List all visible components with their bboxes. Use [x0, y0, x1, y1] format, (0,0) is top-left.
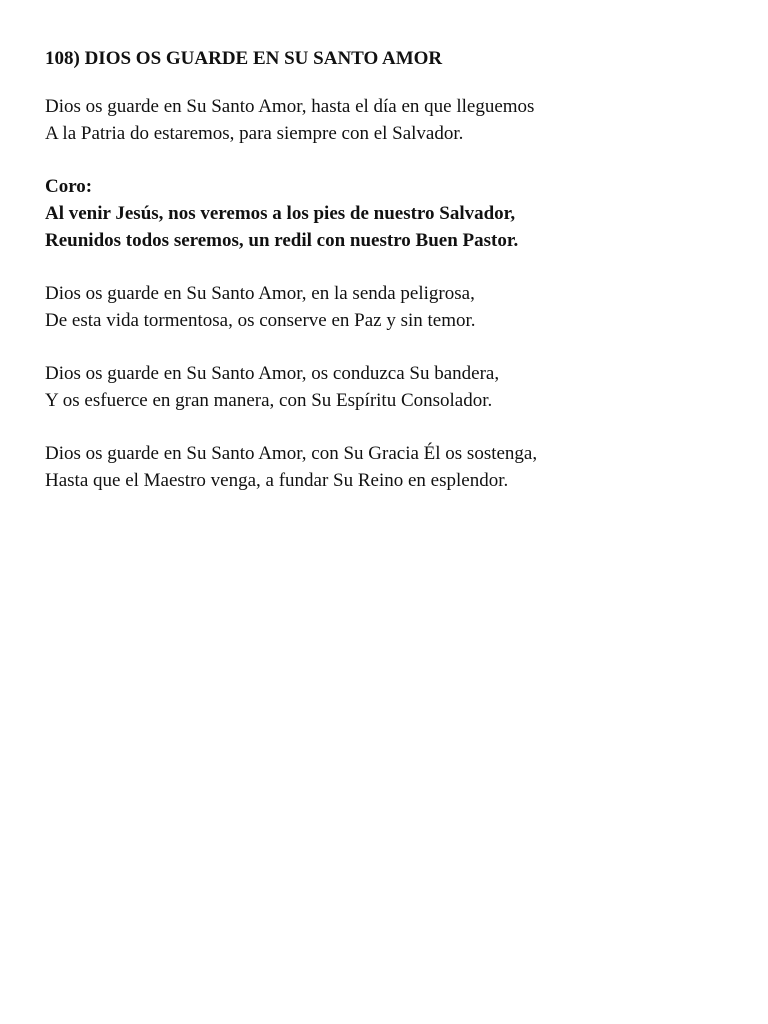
verse-line: A la Patria do estaremos, para siempre con el Salvador.	[45, 123, 464, 144]
verse-line: Y os esfuerce en gran manera, con Su Espíritu Consolador.	[45, 390, 493, 411]
chorus	[45, 173, 745, 254]
verse-line: Dios os guarde en Su Santo Amor, os conduzca Su bandera,	[45, 363, 500, 384]
verse-line: Dios os guarde en Su Santo Amor, con Su Gracia Él os sostenga,	[45, 443, 538, 464]
chorus-line: Al venir Jesús, nos veremos a los pies de nuestro Salvador,	[45, 203, 516, 224]
verse-1	[45, 93, 745, 147]
verse-line: Dios os guarde en Su Santo Amor, en la senda peligrosa,	[45, 283, 475, 304]
verse-line: De esta vida tormentosa, os conserve en Paz y sin temor.	[45, 310, 476, 331]
hymn-page	[45, 46, 745, 520]
verse-3	[45, 360, 745, 414]
chorus-label: Coro:	[45, 176, 93, 197]
verse-line: Hasta que el Maestro venga, a fundar Su Reino en esplendor.	[45, 470, 509, 491]
verse-line: Dios os guarde en Su Santo Amor, hasta el día en que lleguemos	[45, 96, 535, 117]
verse-2	[45, 280, 745, 334]
hymn-title: 108) DIOS OS GUARDE EN SU SANTO AMOR	[45, 48, 443, 69]
verse-4	[45, 440, 745, 494]
chorus-line: Reunidos todos seremos, un redil con nuestro Buen Pastor.	[45, 230, 519, 251]
